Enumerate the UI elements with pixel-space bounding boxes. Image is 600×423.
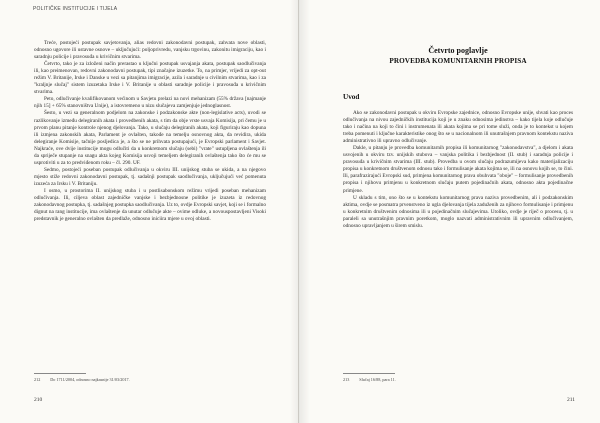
footnote-text: Slučaj 16/88, para 11. <box>359 377 396 382</box>
left-page <box>0 0 299 423</box>
footnote <box>34 377 130 382</box>
section-heading: Uvod <box>343 93 360 101</box>
footnote-divider <box>343 373 395 374</box>
right-page-body <box>343 110 573 230</box>
paragraph: U skladu s tim, ono što se u kontekstu komunitarnog prava naziva provedbenim, ali i podzakonskim aktima, ovdje se posmatra prvenstveno iz ugla djelovanja tijela zaduženih za njihovo formulisanje i primjenu u konkretnim društvenim odnosima ili u pojedinačnim slučajevima. Utoliko, ovdje je riječ o procesu, tj. u paraleli sa unutrašnjim pravnim poretkom, moglo nazvati administrativnim ili upravnim odlučivanjem, odnosno upravljanjem u širem smislu. <box>343 194 573 229</box>
page-number: 210 <box>34 397 43 403</box>
footnote-number: 212 <box>34 377 41 382</box>
paragraph: Sedmo, postojeći poseban postupak odlučivanja u okviru III. unijskog stuba se ukida, a na njegovo mjesto stiže redovni zakonodavni postupak, tj. sadašnji postupak saodlučivanja, uključujući već pomenuta izuzeća za Irsku i V. Britaniju. <box>34 166 266 187</box>
chapter-title: PROVEDBA KOMUNITARNIH PROPISA <box>389 57 527 65</box>
paragraph: Peto, odlučivanje kvalifikovanom većinom u Savjetu prelazi na novi mehanizam (55% država [najmanje njih 15] + 65% stanovništva Unije), a istovremeno u nizu slučajeva zamjenjuje jednoglasnost. <box>34 96 266 110</box>
paragraph: Treće, postojeći postupak savjetovanja, alias redovni zakonodavni postupak, zahvata nove oblasti, odnosno ugovore ili ustavne osnove – uključujući: poljoprivredu, vanjsku trgovinu, zakonitu imigraciju, kao i saradnju policije i pravosuđa u krivičnim stvarima. <box>34 40 266 61</box>
footnote-number: 213 <box>343 377 350 382</box>
chapter-label: Četvrto poglavlje <box>428 46 488 55</box>
footnote-text: Do 1711/2004, odnosno najkasnije 31/03/2017. <box>50 377 130 382</box>
chapter-heading <box>343 45 573 66</box>
running-head: POLITIČKE INSTITUCIJE I TIJELA <box>33 6 118 12</box>
paragraph: I osmo, u prostorima II. unijskog stuba i u postlisabonskom režimu vrijedi poseban mehanizam odlučivanja. Ili, ciljeva oblast zajedničke vanjske i bezbjednosne politike je izuzeta iz redovnog zakonodavnog postupka, tj. sadašnjeg postupka saodlučivanja. Uz to, ovdje Evropski savjet, koji se i formalno dignut na rang institucije, ima ovlaštenje da unutar odlučuje akte – ovime odluke, a novouspostavljeni Visoki predstavnik je generalno ovlašten da predlaže, odnosno iniciira mjere u ovoj oblasti. <box>34 187 266 223</box>
paragraph: Dakle, u pitanju je provedba komunitarnih propisa ili komunitarnog "zakonodavstva", a djelom i akata usvojenih u okviru tzv. unijskih stubova – vanjska politika i bezbjednost (II. stub) i saradnja policije i pravosuđa u krivičnim stvarima (III. stub). Provedba u ovom slučaju podrazumijeva kako materijalizaciju propisa u konkretnom društvenom odnosu tako i formulisanje akata kojima se, ili na osnovu kojih se, to čini. Ili, parafrazirajući Evropski sud, primjena komunitarnog prava obuhvata "oboje" – formulisanje provedbenih propisa i njihovu primjenu u konkretnom slučaju putem pojedinačnih akata, odnosno akta pojedinačne primjene. <box>343 145 573 194</box>
paragraph: Šesto, u vezi sa generalnom podjelom na zakonske i podzakonske akte (non-legislative acts), uvodi se razlikovanje između delegiranih akata i provedbenih akata, s tim da obje vrste usvaja Komisija, pri čemu je u prvom planu pitanje kontrole njenog djelovanja. Tako, u slučaju delegiranih akata, koji figuriraju kao dopuna ili izmjena zakonskih akata, Parlament je ovlašten, takođe na temelju osnovnog akta, da revidira, ukida delegiranje Komisije, tačnije posljedica je, a što se ne prihvata postupajući, je Evropski parlament i Savjet. Najkraće, ove dvije institucije mogu odlučiti da u konkretnom slučaju (sebi) "vrate" ustupljena ovlaštenja ili da spriječe stupanje na snagu akta kojeg Komisija usvoji temeljem delegiranih ovlaštenja tako što će mu se usprotiviti u za to predviđenom roku – čl. 290. UF. <box>34 110 266 166</box>
left-page-body <box>34 40 266 223</box>
page-number: 211 <box>567 397 576 403</box>
paragraph: Četvrto, tako je za izloženi način prerastao u ključni postupak usvajanja akata, postupak saodlučivanja ili, kao preimenovan, redovni zakonodavni postupak, tipi značajne izuzetke. To, na primjer, vrijedi za opt-out režim V. Britanije, Irske i Danske u vezi sa pitanjima imigracije, azila i saradnje u civilnim stvarima, kao i za "kraljnje slučaj" sistem izuzetaka Irske i V. Britanije u oblasti saradnje policije i pravosuđa u krivičnim stvarima. <box>34 61 266 96</box>
footnote-divider <box>34 373 86 374</box>
footnote <box>343 377 396 382</box>
paragraph: Ako se zakonodavni postupak u okviru Evropske zajednice, odnosno Evropske unije, shvati kao proces odlučivanja na nivou zajedničkih institucija koji je u znaku odnosima jedinstva – kako tijela koje odlučuje tako i načina na koji to čini i instrumenata ili akata kojima se pri tome služi, onda je to kontekst u kojem treba pomenuti i ključne karakteristike onog što se u nacionalnom ili unutrašnjem pravnom kontekstu naziva administrativno ili upravno odlučivanje. <box>343 110 573 145</box>
